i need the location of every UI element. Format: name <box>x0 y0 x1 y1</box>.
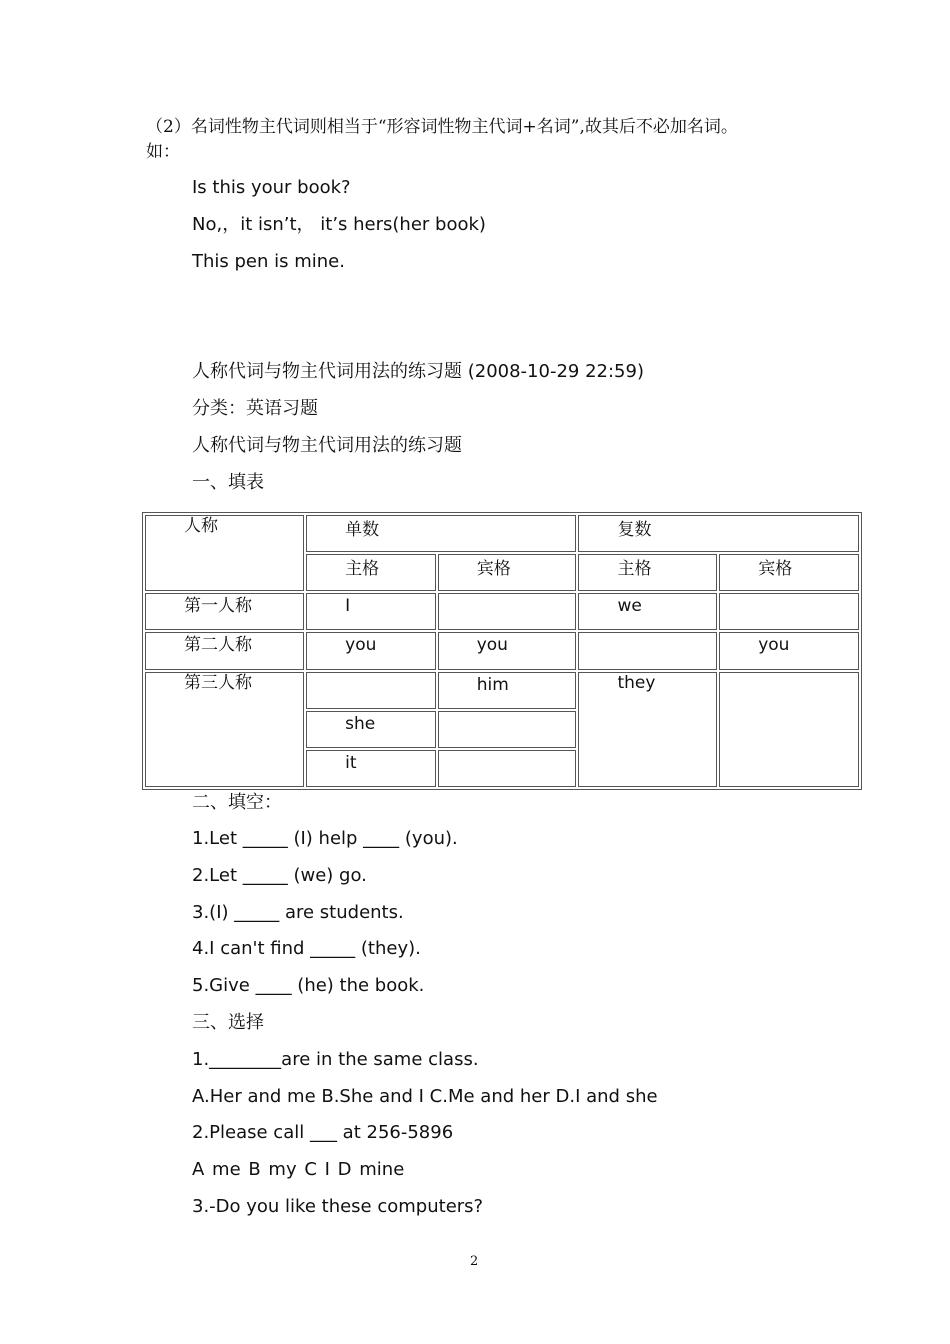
example-line: This pen is mine. <box>192 251 345 272</box>
choice-item: 3.-Do you like these computers? <box>192 1196 484 1217</box>
table-cell: they <box>578 672 717 787</box>
table-cell: him <box>438 672 577 709</box>
pronoun-table <box>142 512 862 790</box>
fill-item: 3.(I) _____ are students. <box>192 902 404 923</box>
section-heading-choice: 三、选择 <box>192 1012 264 1033</box>
page-number: 2 <box>470 1254 479 1269</box>
sg-nominative-header: 主格 <box>306 554 436 591</box>
table-corner-cell: 人称 <box>145 515 304 591</box>
pl-objective-header: 宾格 <box>719 554 859 591</box>
table-cell: it <box>306 750 436 787</box>
category-label: 分类：英语习题 <box>192 398 318 419</box>
intro-line: （2）名词性物主代词则相当于“形容词性物主代词+名词”,故其后不必加名词。 <box>146 117 738 137</box>
table-cell: I <box>306 593 436 630</box>
table-cell-blank <box>719 593 859 630</box>
choice-options: A me B my C I D mine <box>192 1159 405 1180</box>
table-cell-blank <box>438 711 577 748</box>
choice-item: 1.________are in the same class. <box>192 1049 479 1070</box>
choice-item: 2.Please call ___ at 256-5896 <box>192 1122 454 1143</box>
table-cell-blank <box>719 672 859 787</box>
table-cell: you <box>306 632 436 669</box>
example-line: Is this your book? <box>192 177 351 198</box>
exercise-subtitle: 人称代词与物主代词用法的练习题 <box>192 435 462 456</box>
singular-header: 单数 <box>306 515 576 552</box>
fill-item: 2.Let _____ (we) go. <box>192 865 367 886</box>
example-line: No,，it isn’t， it’s hers(her book) <box>192 214 486 235</box>
table-cell-blank <box>306 672 436 709</box>
pl-nominative-header: 主格 <box>578 554 717 591</box>
row-label-third: 第三人称 <box>145 672 304 787</box>
row-label-second: 第二人称 <box>145 632 304 669</box>
fill-item: 5.Give ____ (he) the book. <box>192 975 425 996</box>
table-cell: she <box>306 711 436 748</box>
table-cell: we <box>578 593 717 630</box>
choice-options: A.Her and me B.She and I C.Me and her D.I and she <box>192 1086 658 1107</box>
exercise-title: 人称代词与物主代词用法的练习题 (2008-10-29 22:59) <box>192 361 644 382</box>
intro-line-continued: 如： <box>146 142 180 162</box>
row-label-first: 第一人称 <box>145 593 304 630</box>
section-heading-fill: 二、填空： <box>192 792 282 813</box>
fill-item: 4.I can't find _____ (they). <box>192 938 421 959</box>
sg-objective-header: 宾格 <box>438 554 577 591</box>
table-cell-blank <box>578 632 717 669</box>
table-cell: you <box>438 632 577 669</box>
section-heading-table: 一、填表 <box>192 472 264 493</box>
table-cell: you <box>719 632 859 669</box>
plural-header: 复数 <box>578 515 859 552</box>
table-cell-blank <box>438 593 577 630</box>
fill-item: 1.Let _____ (I) help ____ (you). <box>192 828 458 849</box>
table-cell-blank <box>438 750 577 787</box>
